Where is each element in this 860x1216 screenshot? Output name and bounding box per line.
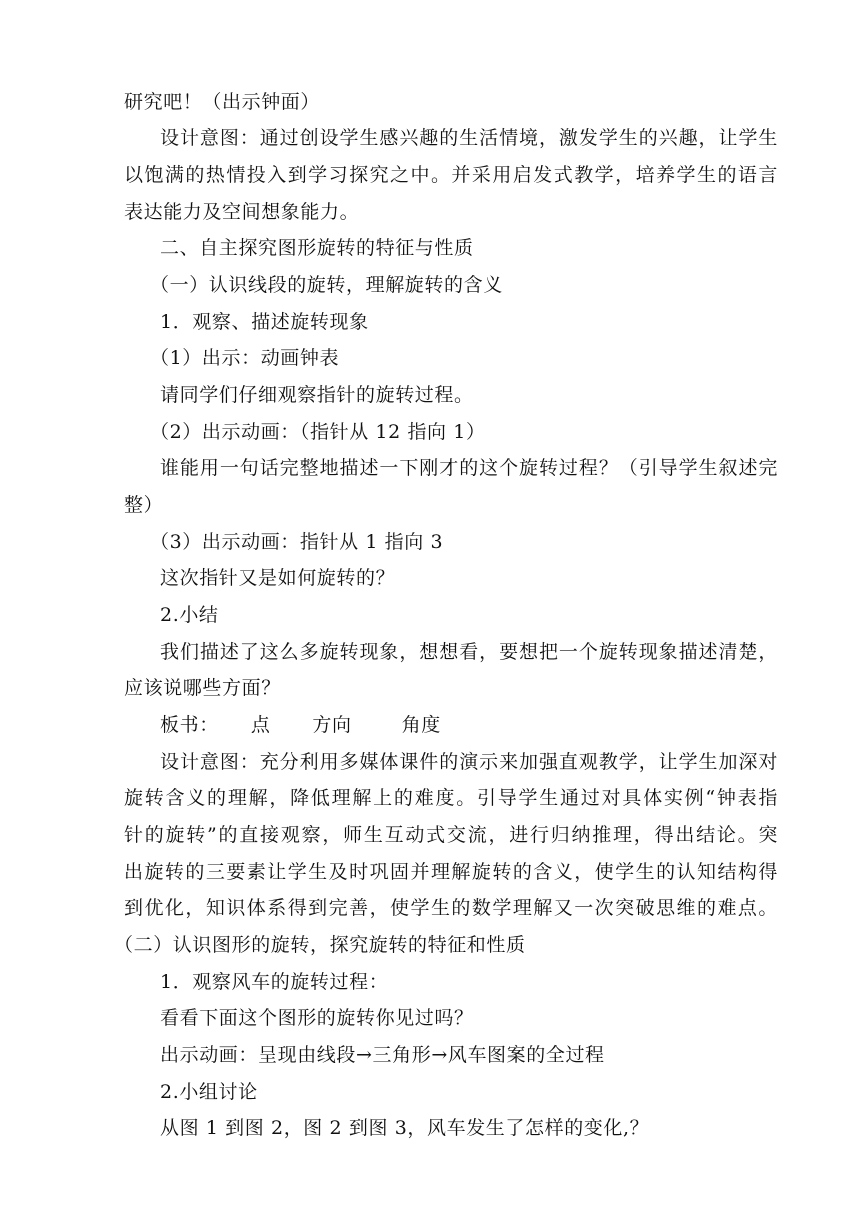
step-heading: 1．观察、描述旋转现象: [160, 311, 369, 333]
text-line: 应该说哪些方面？: [124, 677, 281, 699]
board-item-direction: 方向: [312, 714, 352, 736]
section-heading: 二、自主探究图形旋转的特征与性质: [160, 237, 474, 259]
text-line: 谁能用一句话完整地描述一下刚才的这个旋转过程？（引导学生叙述完: [160, 457, 778, 479]
step-heading: 2.小组讨论: [160, 1081, 258, 1103]
step-heading: 1．观察风车的旋转过程：: [160, 971, 389, 993]
text-line: （1）出示：动画钟表: [150, 347, 340, 369]
design-intent-paragraph: 设计意图：通过创设学生感兴趣的生活情境，激发学生的兴趣，让学生: [160, 127, 778, 149]
design-intent-paragraph: 设计意图：充分利用多媒体课件的演示来加强直观教学，让学生加深对: [160, 751, 778, 773]
board-item-angle: 角度: [401, 714, 441, 736]
text-line: （3）出示动画：指针从 1 指向 3: [150, 531, 444, 553]
step-heading: 2.小结: [160, 604, 219, 626]
text-line: 旋转含义的理解，降低理解上的难度。引导学生通过对具体实例“钟表指: [124, 787, 778, 809]
text-line: 针的旋转”的直接观察，师生互动式交流，进行归纳推理，得出结论。突: [124, 824, 778, 846]
text-line: 出示动画：呈现由线段→三角形→风车图案的全过程: [160, 1044, 605, 1066]
text-line: 整）: [124, 494, 164, 516]
subsection-heading: （一）认识线段的旋转，理解旋转的含义: [150, 274, 503, 296]
board-item-point: 点: [250, 714, 271, 736]
board-line: [160, 713, 441, 737]
text-line: 从图 1 到图 2，图 2 到图 3，风车发生了怎样的变化,？: [160, 1117, 650, 1139]
text-line: 表达能力及空间想象能力。: [124, 201, 360, 223]
text-line: 我们描述了这么多旋转现象，想想看，要想把一个旋转现象描述清楚，: [160, 641, 778, 663]
subsection-heading: （二）认识图形的旋转，探究旋转的特征和性质: [114, 934, 526, 956]
text-line: 到优化，知识体系得到完善，使学生的数学理解又一次突破思维的难点。: [124, 897, 778, 919]
text-line: 请同学们仔细观察指针的旋转过程。: [160, 384, 474, 406]
text-line: （2）出示动画：（指针从 12 指向 1）: [150, 421, 486, 443]
text-line: 出旋转的三要素让学生及时巩固并理解旋转的含义，使学生的认知结构得: [124, 861, 778, 883]
text-line: 以饱满的热情投入到学习探究之中。并采用启发式教学，培养学生的语言: [124, 164, 778, 186]
board-label: 板书：: [160, 714, 219, 736]
text-line: 看看下面这个图形的旋转你见过吗？: [160, 1007, 474, 1029]
text-line: 这次指针又是如何旋转的？: [160, 567, 396, 589]
text-line: 研究吧！（出示钟面）: [124, 91, 321, 113]
